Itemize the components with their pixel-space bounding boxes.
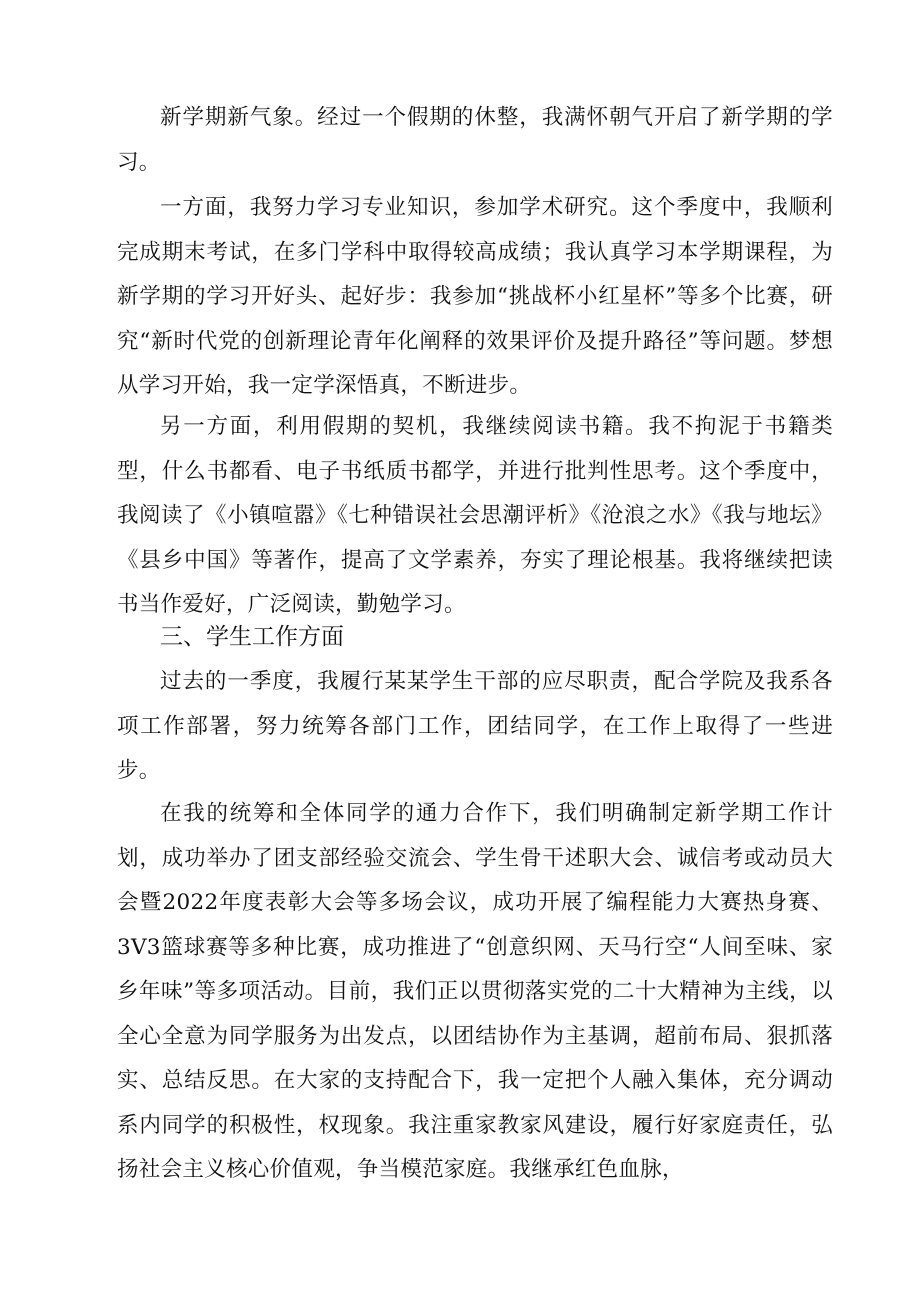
paragraph-study: 一方面，我努力学习专业知识，参加学术研究。这个季度中，我顺利完成期末考试，在多门学科中取得较高成绩；我认真学习本学期课程，为新学期的学习开好头、起好步：我参加“挑战杯小红星杯”等多个比赛，研究“新时代党的创新理论青年化阐释的效果评价及提升路径”等问题。梦想从学习开始，我一定学深悟真，不断进步。 [117,195,833,398]
paragraph-activities: 在我的统筹和全体同学的通力合作下，我们明确制定新学期工作计划，成功举办了团支部经验交流会、学生骨干述职大会、诚信考或动员大会暨2022年度表彰大会等多场会议，成功开展了编程能力大赛热身赛、3V3篮球赛等多种比赛，成功推进了“创意织网、天马行空“人间至味、家乡年味”等多项活动。目前，我们正以贯彻落实党的二十大精神为主线，以全心全意为同学服务为出发点，以团结协作为主基调，超前布局、狠抓落实、总结反思。在大家的支持配合下，我一定把个人融入集体，充分调动系内同学的积极性，权现象。我注重家教家风建设，履行好家庭责任，弘扬社会主义核心价值观，争当模范家庭。我继承红色血脉， [117,801,833,1182]
paragraph-new-semester: 新学期新气象。经过一个假期的休整，我满怀朝气开启了新学期的学习。 [117,105,833,175]
paragraph-duties: 过去的一季度，我履行某某学生干部的应尽职责，配合学院及我系各项工作部署，努力统筹各部门工作，团结同学，在工作上取得了一些进步。 [117,669,833,783]
section-heading-student-work: 三、学生工作方面 [160,624,344,650]
paragraph-reading: 另一方面，利用假期的契机，我继续阅读书籍。我不拘泥于书籍类型，什么书都看、电子书纸质书都学，并进行批判性思考。这个季度中，我阅读了《小镇喧嚣》《七种错误社会思潮评析》《沧浪之水》《我与地坛》《县乡中国》等著作，提高了文学素养，夯实了理论根基。我将继续把读书当作爱好，广泛阅读，勤勉学习。 [117,414,833,617]
